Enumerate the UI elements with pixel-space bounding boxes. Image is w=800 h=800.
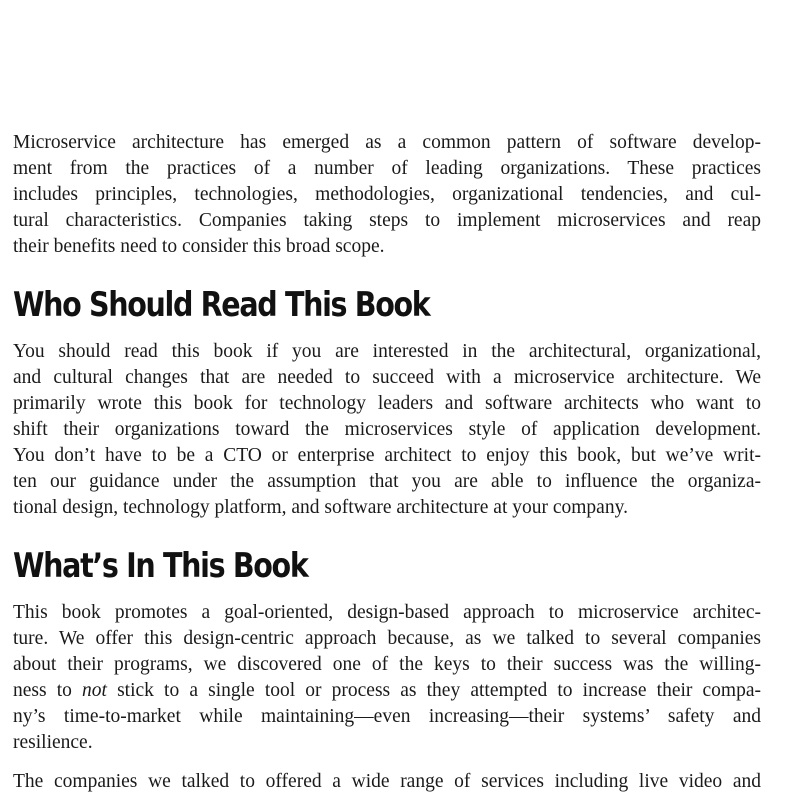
whats-in-line-3: about their programs, we discovered one of the keys to their success was the willing- xyxy=(13,654,761,675)
who-line-7: tional design, technology platform, and software architecture at your company. xyxy=(13,497,628,518)
section-heading-whats-in: What’s In This Book xyxy=(13,546,308,586)
whats-in-p2-line-1: The companies we talked to offered a wide range of services including live video and xyxy=(13,771,761,792)
book-page xyxy=(13,0,761,800)
whats-in-line-4-post: stick to a single tool or process as they attempted to increase their compa- xyxy=(106,680,761,701)
intro-line-1: Microservice architecture has emerged as a common pattern of software develop- xyxy=(13,132,761,153)
who-line-1: You should read this book if you are interested in the architectural, organizational, xyxy=(13,341,761,362)
who-line-2: and cultural changes that are needed to succeed with a microservice architecture. We xyxy=(13,367,761,388)
who-line-4: shift their organizations toward the microservices style of application development. xyxy=(13,419,761,440)
who-line-6: ten our guidance under the assumption that you are able to influence the organiza- xyxy=(13,471,761,492)
emphasis-not: not xyxy=(82,680,107,701)
who-line-3: primarily wrote this book for technology leaders and software architects who want to xyxy=(13,393,761,414)
whats-in-line-4-pre: ness to xyxy=(13,680,83,701)
whats-in-line-5: ny’s time-to-market while maintaining—even increasing—their systems’ safety and xyxy=(13,706,761,727)
whats-in-line-2: ture. We offer this design-centric approach because, as we talked to several companies xyxy=(13,628,761,649)
section-heading-who-should-read: Who Should Read This Book xyxy=(13,285,430,325)
intro-line-4: tural characteristics. Companies taking steps to implement microservices and reap xyxy=(13,210,761,231)
intro-line-2: ment from the practices of a number of leading organizations. These practices xyxy=(13,158,761,179)
whats-in-line-6: resilience. xyxy=(13,732,93,753)
whats-in-line-4 xyxy=(13,678,761,704)
intro-line-3: includes principles, technologies, methodologies, organizational tendencies, and cul- xyxy=(13,184,761,205)
whats-in-line-1: This book promotes a goal-oriented, design-based approach to microservice architec- xyxy=(13,602,761,623)
who-line-5: You don’t have to be a CTO or enterprise architect to enjoy this book, but we’ve writ- xyxy=(13,445,761,466)
intro-line-5: their benefits need to consider this broad scope. xyxy=(13,236,385,257)
